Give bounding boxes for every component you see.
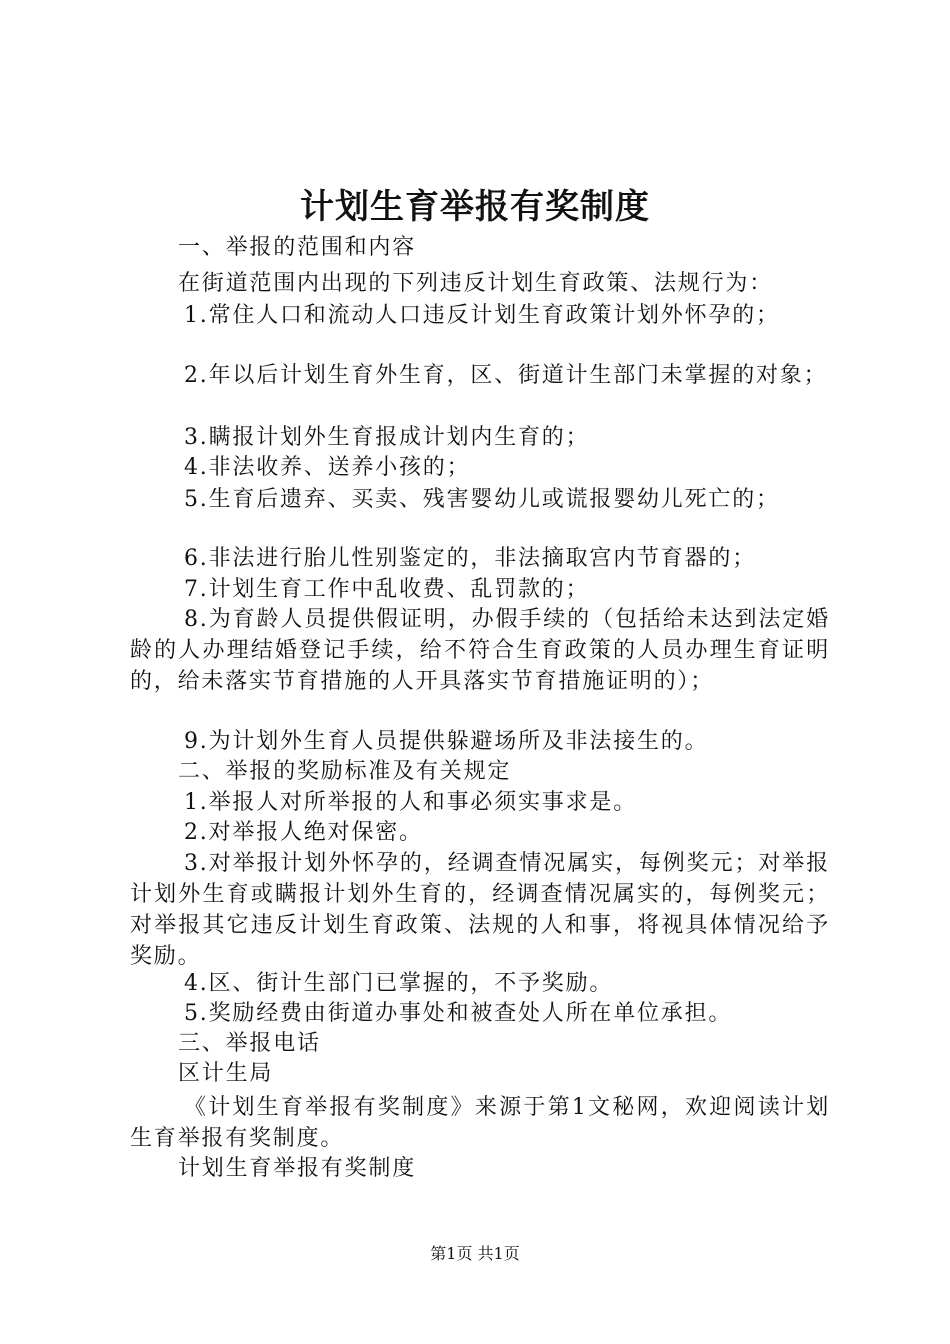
list-item-6: 6.非法进行胎儿性别鉴定的，非法摘取宫内节育器的； bbox=[184, 546, 756, 571]
closing-title: 计划生育举报有奖制度 bbox=[178, 1156, 417, 1181]
list-item-1: 1.常住人口和流动人口违反计划生育政策计划外怀孕的； bbox=[184, 303, 780, 328]
page-footer: 第1页 共1页 bbox=[430, 1244, 520, 1263]
section-heading-2: 二、举报的奖励标准及有关规定 bbox=[178, 759, 512, 784]
contact-line: 区计生局 bbox=[178, 1061, 274, 1086]
section-heading-3: 三、举报电话 bbox=[178, 1031, 321, 1056]
rule-item-1: 1.举报人对所举报的人和事必须实事求是。 bbox=[184, 790, 637, 815]
rule-item-2: 2.对举报人绝对保密。 bbox=[184, 820, 423, 845]
paragraph-intro: 在街道范围内出现的下列违反计划生育政策、法规行为： bbox=[178, 271, 774, 296]
list-item-9: 9.为计划外生育人员提供躲避场所及非法接生的。 bbox=[184, 729, 709, 754]
list-item-3: 3.瞒报计划外生育报成计划内生育的； bbox=[184, 425, 590, 450]
rule-item-5: 5.奖励经费由街道办事处和被查处人所在单位承担。 bbox=[184, 1001, 733, 1026]
list-item-2: 2.年以后计划生育外生育，区、街道计生部门未掌握的对象； bbox=[184, 363, 828, 388]
list-item-8: 8.为育龄人员提供假证明，办假手续的（包括给未达到法定婚龄的人办理结婚登记手续，给不符合生育政策的人员办理生育证明的，给未落实节育措施的人开具落实节育措施证明的）； bbox=[130, 607, 830, 694]
source-note: 《计划生育举报有奖制度》来源于第1文秘网，欢迎阅读计划生育举报有奖制度。 bbox=[130, 1095, 830, 1151]
list-item-5: 5.生育后遗弃、买卖、残害婴幼儿或谎报婴幼儿死亡的； bbox=[184, 487, 780, 512]
rule-item-3: 3.对举报计划外怀孕的，经调查情况属实，每例奖元；对举报计划外生育或瞒报计划外生育的，经调查情况属实的，每例奖元；对举报其它违反计划生育政策、法规的人和事，将视具体情况给予奖励。 bbox=[130, 851, 830, 969]
list-item-4: 4.非法收养、送养小孩的； bbox=[184, 455, 471, 480]
document-title: 计划生育举报有奖制度 bbox=[300, 187, 650, 227]
rule-item-4: 4.区、街计生部门已掌握的，不予奖励。 bbox=[184, 971, 614, 996]
section-heading-1: 一、举报的范围和内容 bbox=[178, 235, 417, 260]
list-item-7: 7.计划生育工作中乱收费、乱罚款的； bbox=[184, 577, 590, 602]
